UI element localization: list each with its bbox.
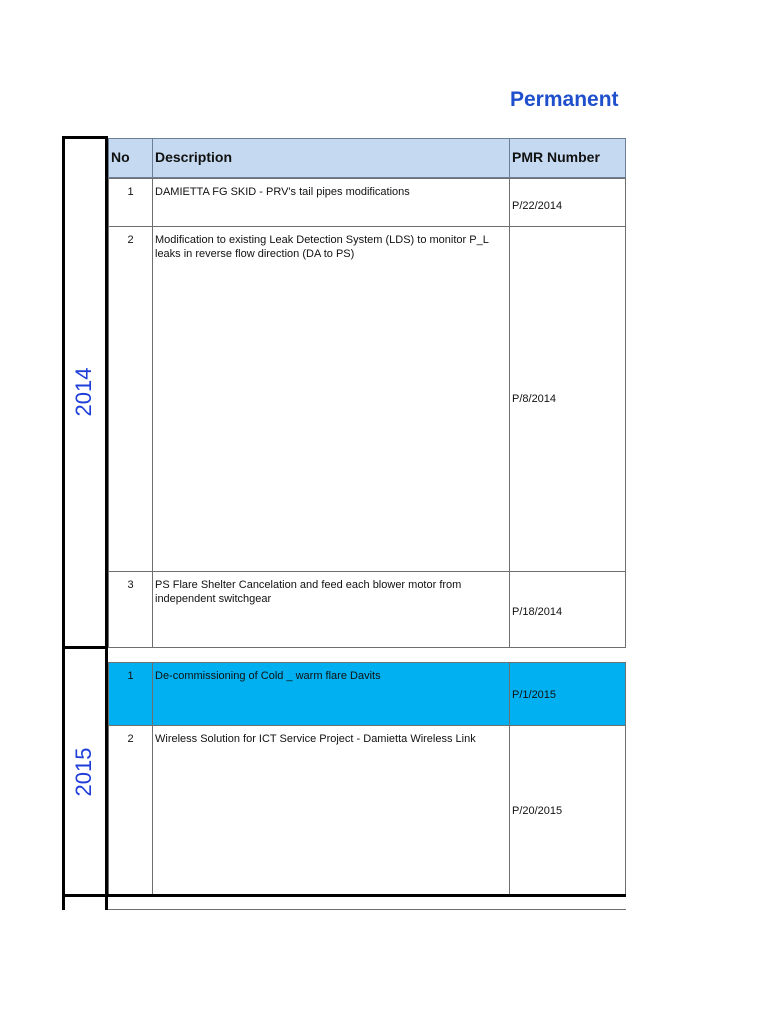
table-row-2015-2-description: Wireless Solution for ICT Service Project - Damietta Wireless Link [152, 725, 510, 896]
table-row-2015-1-no: 1 [108, 662, 153, 726]
table-row-2014-2-description: Modification to existing Leak Detection System (LDS) to monitor P_L leaks in reverse flow direction (DA to PS) [152, 226, 510, 572]
table-row-2015-2-no: 2 [108, 725, 153, 896]
table-row-2014-1-pmr: P/22/2014 [509, 178, 626, 227]
year-label-2014: 2014 [71, 367, 96, 417]
year-label-2015: 2015 [71, 747, 96, 797]
column-header-description: Description [152, 138, 510, 178]
table-row-2014-3-no: 3 [108, 571, 153, 648]
table-bottom-rule [62, 894, 626, 897]
column-header-pmr-number: PMR Number [509, 138, 626, 178]
table-row-2014-1-description: DAMIETTA FG SKID - PRV's tail pipes modifications [152, 178, 510, 227]
year-band-2015-left-rule [62, 648, 65, 910]
year-band-top-rule [62, 136, 108, 139]
year-separator-rule [62, 646, 108, 649]
column-header-no: No [108, 138, 153, 178]
next-row-divider [108, 909, 626, 910]
table-row-2014-1-no: 1 [108, 178, 153, 227]
table-row-2014-3-description: PS Flare Shelter Cancelation and feed each blower motor from independent switchgear [152, 571, 510, 648]
year-band-2014-left-rule [62, 136, 65, 648]
table-row-2015-1-description: De-commissioning of Cold _ warm flare Davits [152, 662, 510, 726]
table-row-2015-2-pmr: P/20/2015 [509, 725, 626, 896]
table-row-2015-1-pmr: P/1/2015 [509, 662, 626, 726]
page-title: Permanent [510, 88, 619, 111]
table-row-2014-2-pmr: P/8/2014 [509, 226, 626, 572]
table-row-2014-3-pmr: P/18/2014 [509, 571, 626, 648]
table-row-2014-2-no: 2 [108, 226, 153, 572]
